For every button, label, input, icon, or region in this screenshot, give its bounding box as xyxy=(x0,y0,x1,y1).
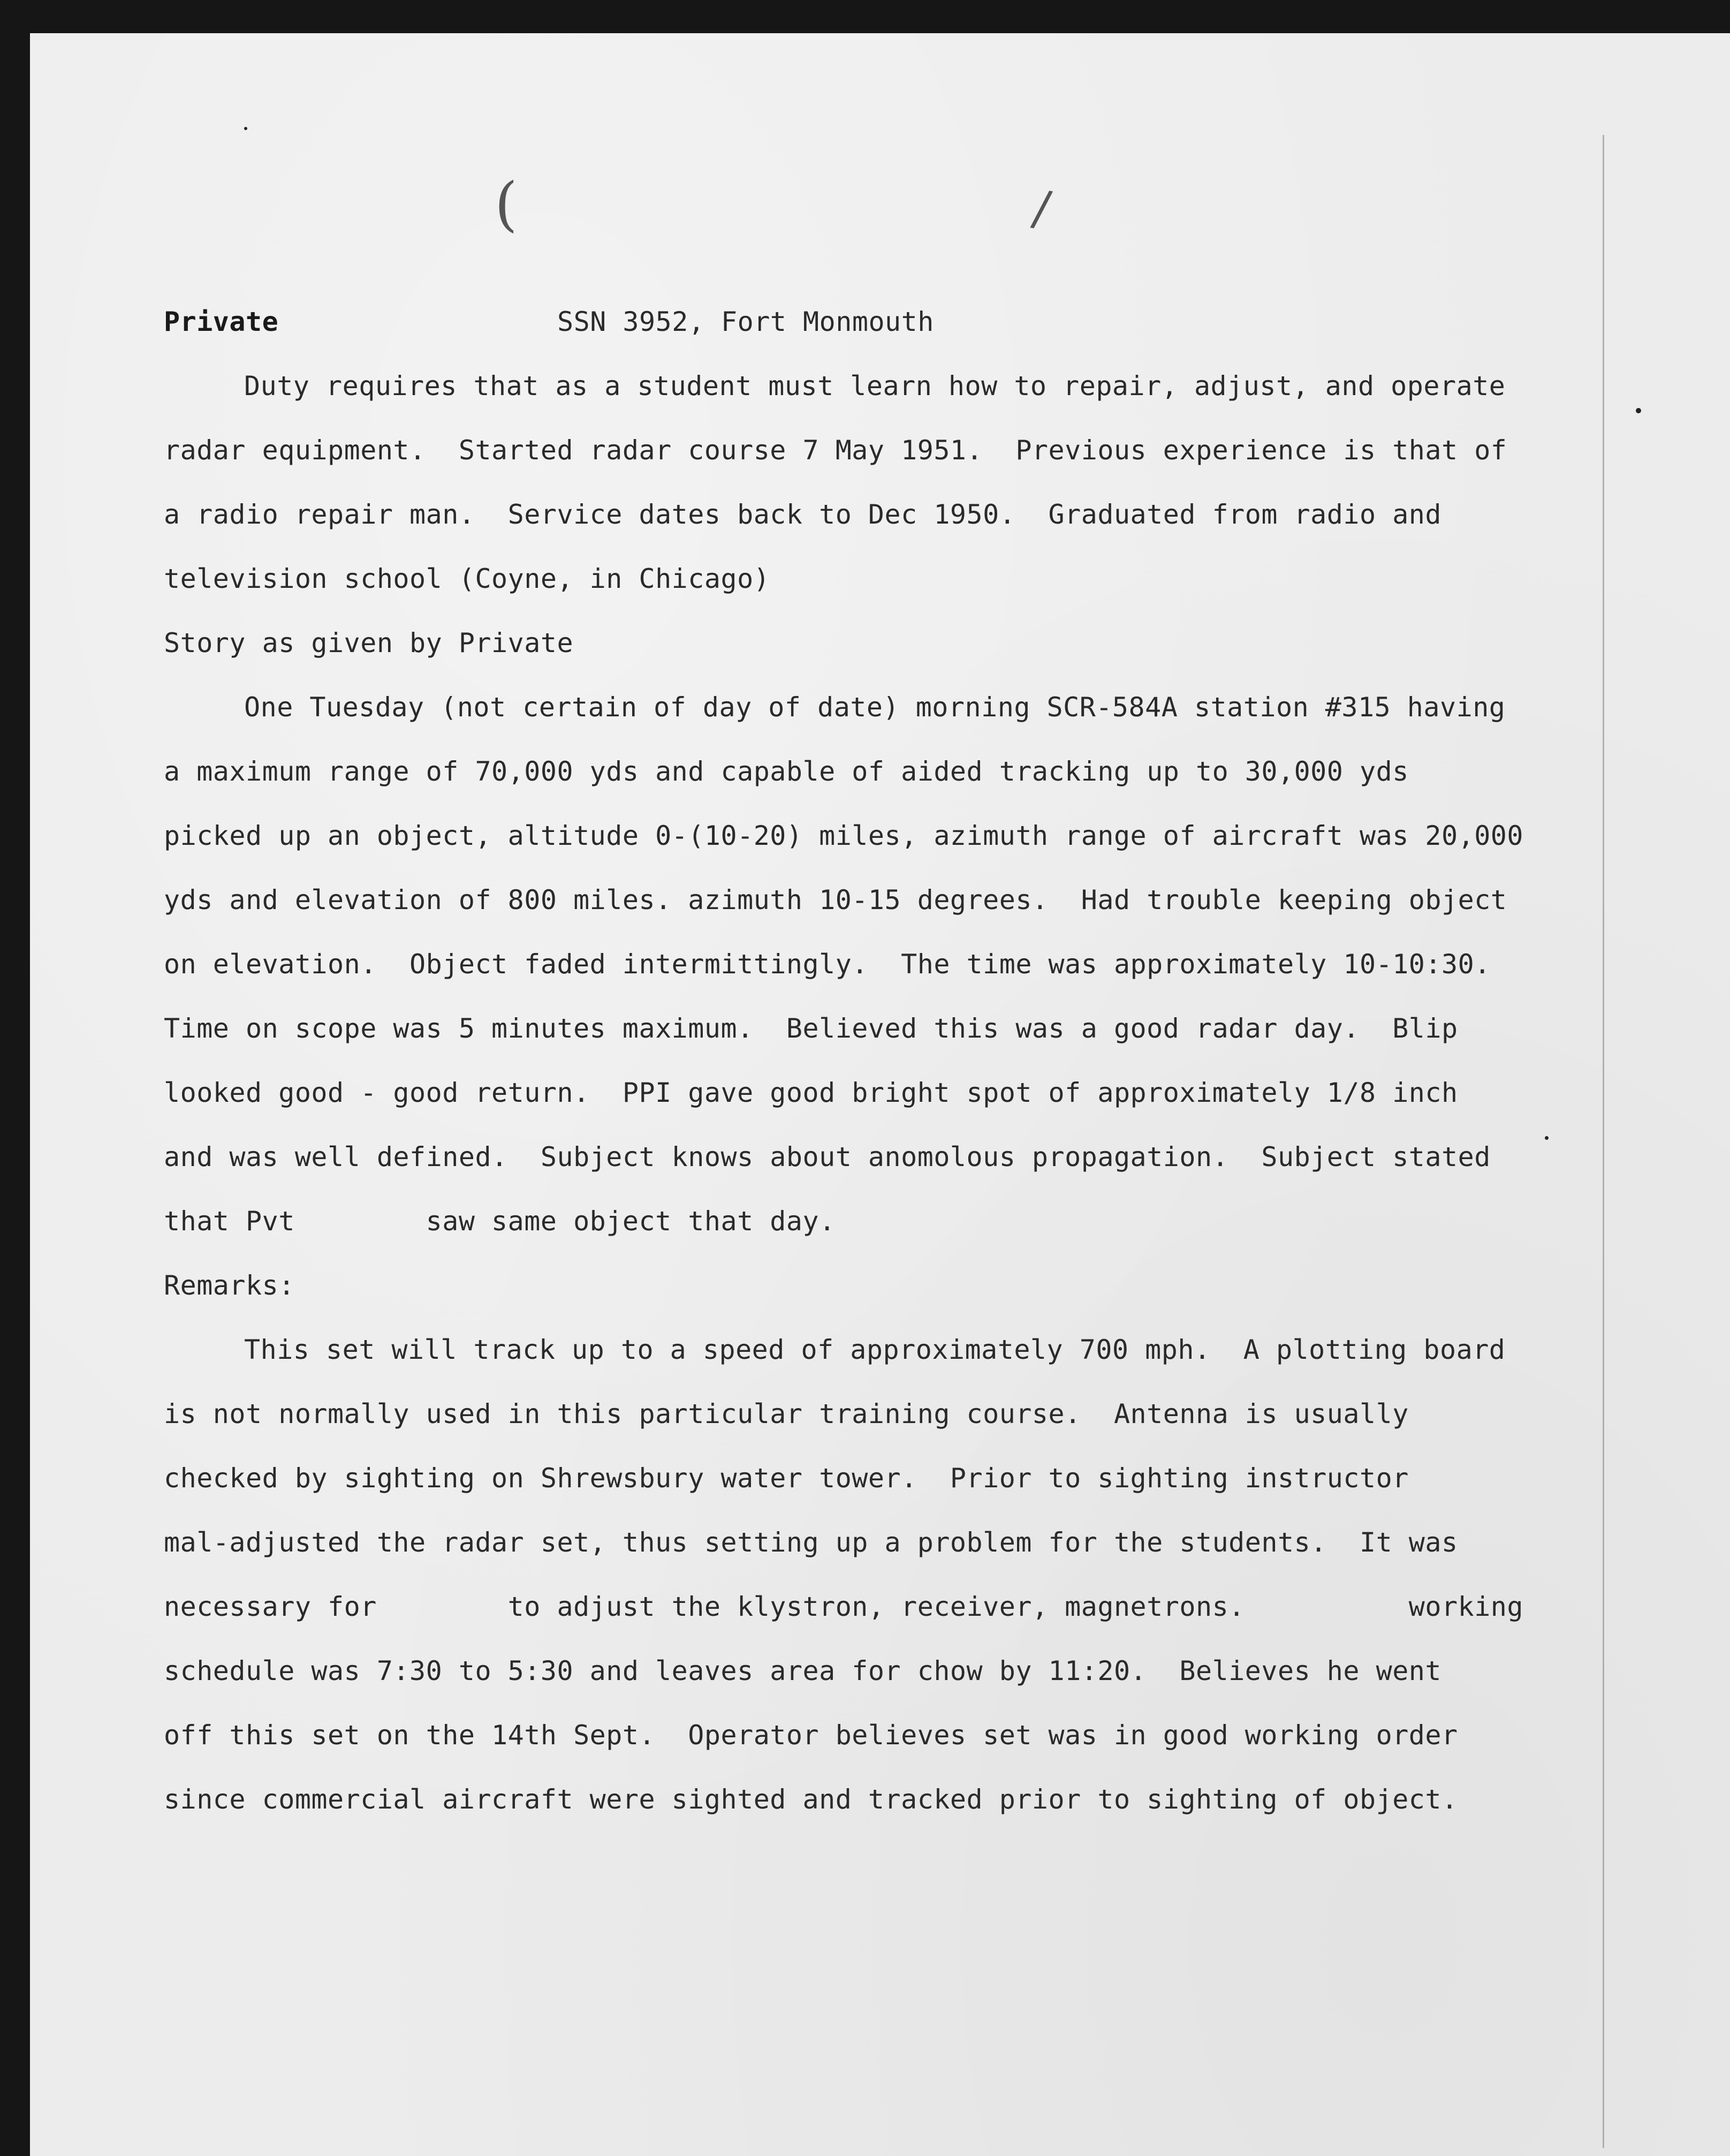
paragraph-line: Time on scope was 5 minutes maximum. Believed this was a good radar day. Blip xyxy=(164,1013,1458,1044)
paragraph-line: looked good - good return. PPI gave good bright spot of approximately 1/8 inch xyxy=(164,1077,1458,1108)
paragraph-line: off this set on the 14th Sept. Operator believes set was in good working order xyxy=(164,1720,1458,1751)
rank-label: Private xyxy=(164,306,279,337)
paragraph-line: checked by sighting on Shrewsbury water tower. Prior to sighting instructor xyxy=(164,1463,1409,1494)
paragraph-line: that Pvt saw same object that day. xyxy=(164,1206,836,1237)
dust-speck xyxy=(1636,408,1641,413)
remarks-heading: Remarks: xyxy=(164,1270,295,1301)
paragraph-line: a radio repair man. Service dates back to Dec 1950. Graduated from radio and xyxy=(164,499,1441,530)
paragraph-line: radar equipment. Started radar course 7 May 1951. Previous experience is that of xyxy=(164,435,1507,466)
paragraph-line: necessary for to adjust the klystron, receiver, magnetrons. working xyxy=(164,1591,1524,1622)
paragraph-line: on elevation. Object faded intermittingly. The time was approximately 10-10:30. xyxy=(164,949,1491,980)
paragraph-line: television school (Coyne, in Chicago) xyxy=(164,563,770,594)
story-heading: Story as given by Private xyxy=(164,627,574,659)
paragraph-line: One Tuesday (not certain of day of date) morning SCR-584A station #315 having xyxy=(244,692,1506,723)
pencil-mark-right: / xyxy=(1029,179,1055,238)
paragraph-line: schedule was 7:30 to 5:30 and leaves area for chow by 11:20. Believes he went xyxy=(164,1655,1441,1686)
paragraph-line: since commercial aircraft were sighted and tracked prior to sighting of object. xyxy=(164,1784,1458,1815)
right-margin-line xyxy=(1603,135,1604,2148)
typed-document xyxy=(164,0,1556,1815)
paragraph-line: picked up an object, altitude 0-(10-20) miles, azimuth range of aircraft was 20,000 xyxy=(164,820,1524,851)
ssn-location: SSN 3952, Fort Monmouth xyxy=(557,306,934,337)
paragraph-line: is not normally used in this particular training course. Antenna is usually xyxy=(164,1398,1409,1429)
paragraph-line: a maximum range of 70,000 yds and capable of aided tracking up to 30,000 yds xyxy=(164,756,1409,787)
paragraph-line: Duty requires that as a student must learn how to repair, adjust, and operate xyxy=(244,370,1506,402)
paragraph-line: This set will track up to a speed of approximately 700 mph. A plotting board xyxy=(244,1334,1506,1365)
pencil-mark-left: ( xyxy=(495,170,518,238)
paragraph-line: yds and elevation of 800 miles. azimuth 10-15 degrees. Had trouble keeping object xyxy=(164,884,1507,916)
paragraph-line: and was well defined. Subject knows about anomolous propagation. Subject stated xyxy=(164,1141,1491,1172)
paragraph-line: mal-adjusted the radar set, thus setting up a problem for the students. It was xyxy=(164,1527,1458,1558)
